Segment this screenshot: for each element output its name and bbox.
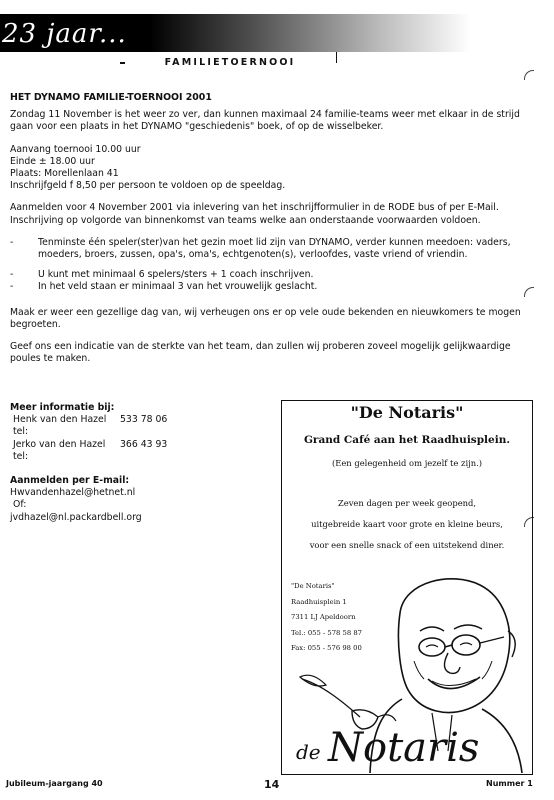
contact-row bbox=[10, 439, 260, 463]
email-address[interactable]: jvdhazel@nl.packardbell.org bbox=[10, 511, 142, 523]
bullet-dash: - bbox=[10, 236, 14, 248]
svg-text:de: de bbox=[296, 740, 321, 764]
contact-phone: 533 78 06 bbox=[120, 414, 168, 426]
contact-info bbox=[10, 402, 260, 524]
address-line: 7311 LJ Apeldoorn bbox=[291, 613, 356, 621]
page-number: 14 bbox=[264, 778, 280, 791]
ad-subtitle: Grand Café aan het Raadhuisplein. bbox=[303, 434, 511, 446]
ad-description bbox=[282, 493, 532, 556]
contact-name: Jerko van den Hazel tel: bbox=[13, 438, 106, 462]
rule-item bbox=[10, 281, 530, 293]
ad-tagline: (Een gelegenheid om jezelf te zijn.) bbox=[331, 458, 483, 468]
footer-left: Jubileum-jaargang 40 bbox=[6, 779, 103, 788]
rule-item bbox=[10, 237, 530, 261]
advertisement bbox=[281, 400, 533, 775]
svg-text:Notaris: Notaris bbox=[328, 725, 480, 771]
or-label: Of: bbox=[13, 499, 27, 511]
article-closing: Maak er weer een gezellige dag van, wij verheugen ons er op vele oude bekenden en nieuwkomers te mogen begroeten. bbox=[10, 306, 521, 330]
address-line: Fax: 055 - 576 98 00 bbox=[291, 644, 362, 652]
contact-row bbox=[10, 414, 260, 438]
de-notaris-logo bbox=[290, 719, 526, 771]
rule-text: U kunt met minimaal 6 spelers/sters + 1 coach inschrijven. bbox=[38, 269, 314, 281]
address-line: Raadhuisplein 1 bbox=[291, 597, 347, 606]
article bbox=[10, 92, 530, 365]
bullet-dash: - bbox=[10, 269, 14, 281]
contact-name: Henk van den Hazel tel: bbox=[13, 414, 107, 438]
bullet-dash: - bbox=[10, 281, 14, 293]
address-line: "De Notaris" bbox=[291, 582, 335, 590]
detail-line: Inschrijfgeld f 8,50 per persoon te voldoen op de speeldag. bbox=[10, 180, 286, 192]
article-intro: Zondag 11 November is het weer zo ver, dan kunnen maximaal 24 familie-teams weer met elkaar in de strijd gaan voor een plaats in het DYNAMO "geschiedenis" boek, of op de wisselbeker. bbox=[10, 109, 520, 133]
rule-item bbox=[10, 269, 530, 281]
detail-line: Einde ± 18.00 uur bbox=[10, 155, 95, 167]
detail-line: Plaats: Morellenlaan 41 bbox=[10, 168, 119, 180]
email-address[interactable]: Hwvandenhazel@hetnet.nl bbox=[10, 487, 136, 499]
ad-address bbox=[291, 579, 362, 657]
ad-line: voor een snelle snack of een uitstekend diner. bbox=[309, 540, 505, 550]
header-band-title: FAMILIETOERNOOI bbox=[125, 56, 335, 70]
ad-line: Zeven dagen per week geopend, bbox=[337, 498, 477, 508]
rule-text: In het veld staan er minimaal 3 van het vrouwelijk geslacht. bbox=[38, 281, 318, 293]
detail-line: Aanvang toernooi 10.00 uur bbox=[10, 143, 141, 155]
address-line: Tel.: 055 - 578 58 87 bbox=[291, 628, 362, 637]
header-divider bbox=[336, 52, 337, 63]
header-script-title: 23 jaar... bbox=[2, 19, 127, 49]
rule-text: Tenminste één speler(ster)van het gezin moet lid zijn van DYNAMO, verder kunnen meedoen: vaders, moeders, broers, zussen, opa's, oma's, echtgenoten(s), verloofdes, vaste vriend of vriendin. bbox=[38, 236, 511, 261]
article-registration: Aanmelden voor 4 November 2001 via inlevering van het inschrijfformulier in de RODE bus of per E-Mail. Inschrijving op volgorde van binnenkomst van teams welke aan onderstaande voorwaarden voldoen. bbox=[10, 202, 499, 226]
punch-hole-mark bbox=[524, 70, 534, 80]
email-heading: Aanmelden per E-mail: bbox=[10, 475, 130, 487]
info-heading: Meer informatie bij: bbox=[10, 402, 115, 413]
footer-right: Nummer 1 bbox=[486, 779, 533, 788]
ad-title: "De Notaris" bbox=[350, 403, 464, 422]
article-heading: HET DYNAMO FAMILIE-TOERNOOI 2001 bbox=[10, 92, 212, 103]
article-closing: Geef ons een indicatie van de sterkte van het team, dan zullen wij proberen zoveel mogelijk gelijkwaardige poules te maken. bbox=[10, 341, 511, 365]
ad-line: uitgebreide kaart voor grote en kleine beurs, bbox=[311, 519, 503, 529]
contact-phone: 366 43 93 bbox=[120, 438, 168, 450]
